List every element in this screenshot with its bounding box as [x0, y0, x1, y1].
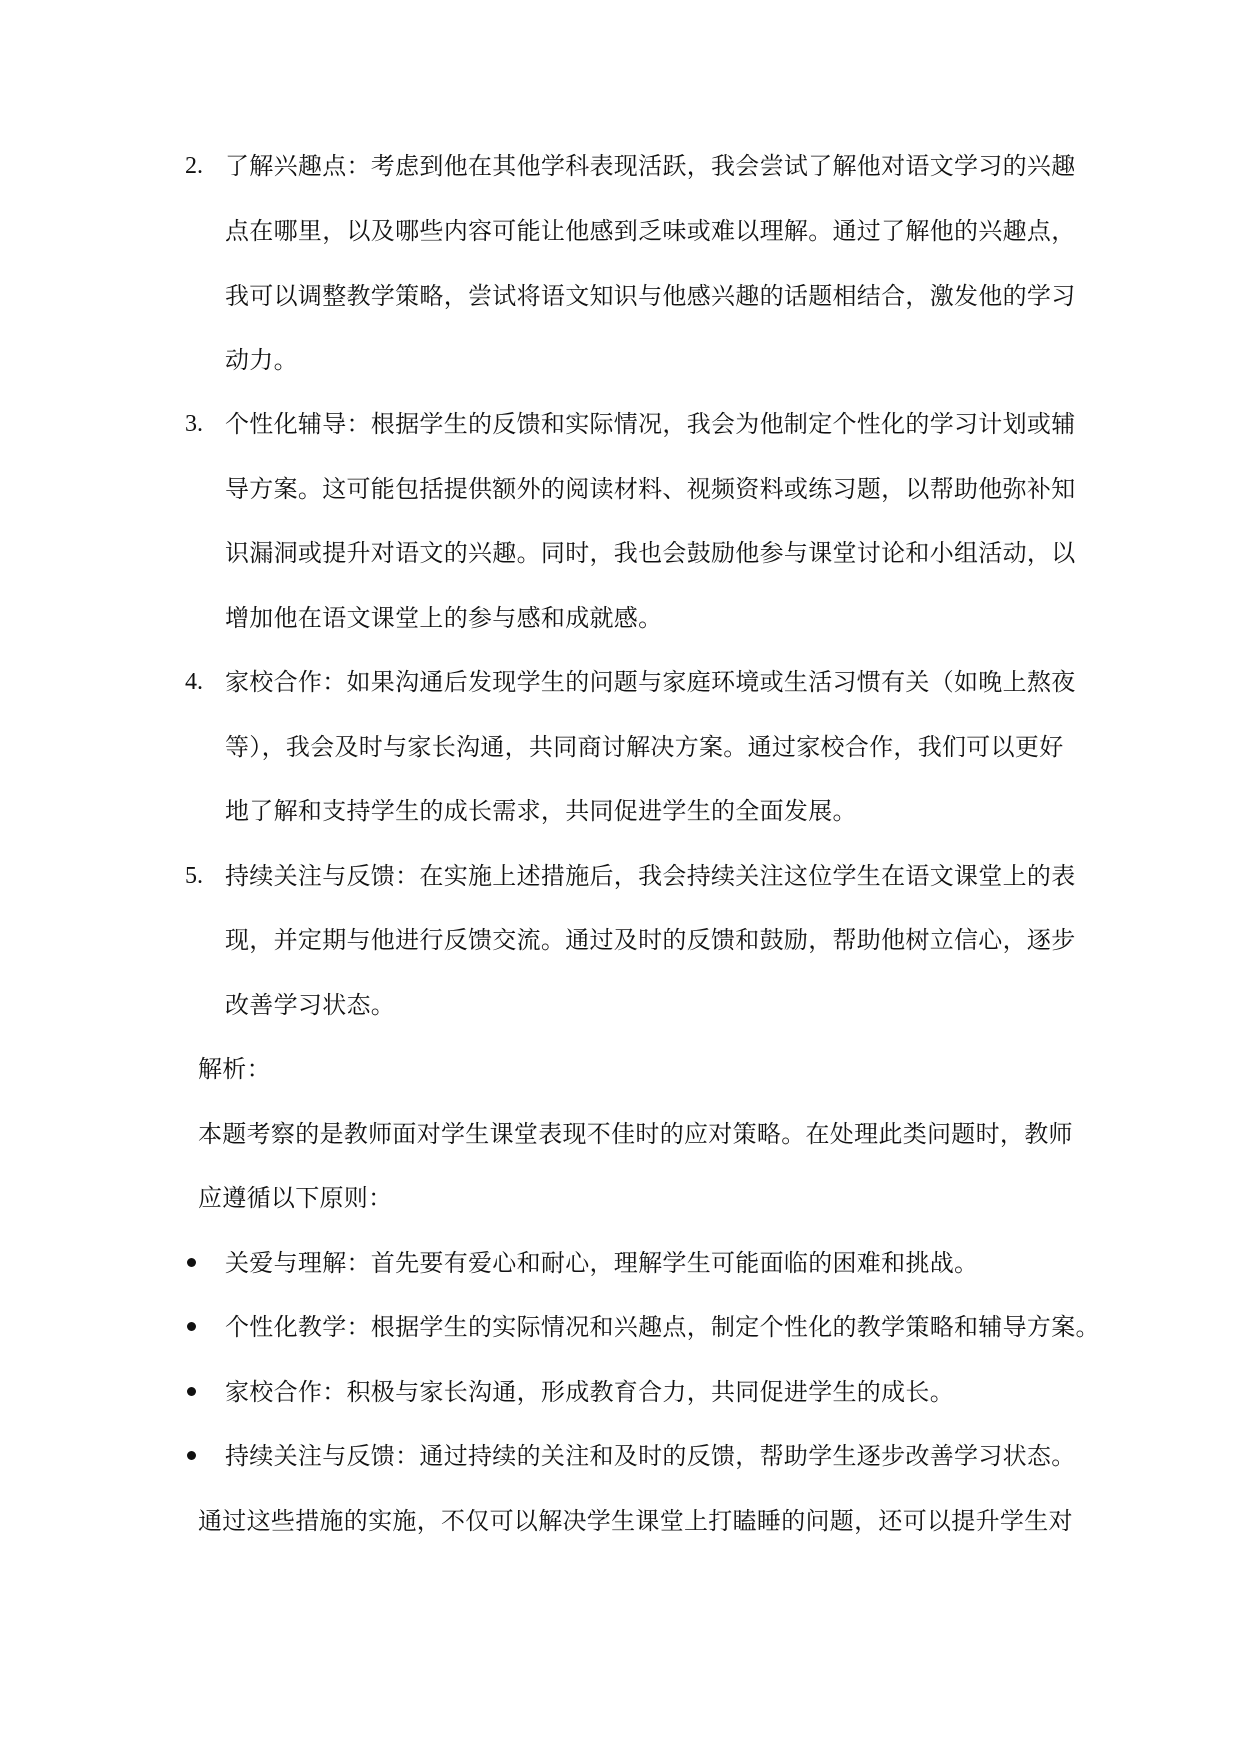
list-item-4-line-1: 家校合作：如果沟通后发现学生的问题与家庭环境或生活习惯有关（如晚上熬夜: [225, 668, 1076, 696]
list-item-2-line-3: 我可以调整教学策略，尝试将语文知识与他感兴趣的话题相结合，激发他的学习: [225, 282, 1076, 310]
analysis-intro-line-2: 应遵循以下原则：: [198, 1184, 393, 1212]
analysis-bullet-2: 个性化教学：根据学生的实际情况和兴趣点，制定个性化的教学策略和辅导方案。: [225, 1313, 1100, 1341]
list-item-3-line-3: 识漏洞或提升对语文的兴趣。同时，我也会鼓励他参与课堂讨论和小组活动，以: [225, 539, 1076, 567]
analysis-intro-line-1: 本题考察的是教师面对学生课堂表现不佳时的应对策略。在处理此类问题时，教师: [198, 1120, 1073, 1148]
list-item-3-line-1: 个性化辅导：根据学生的反馈和实际情况，我会为他制定个性化的学习计划或辅: [225, 410, 1076, 438]
analysis-bullet-4: 持续关注与反馈：通过持续的关注和及时的反馈，帮助学生逐步改善学习状态。: [225, 1442, 1076, 1470]
analysis-closing-line: 通过这些措施的实施，不仅可以解决学生课堂上打瞌睡的问题，还可以提升学生对: [198, 1507, 1073, 1535]
analysis-heading: 解析：: [198, 1055, 271, 1083]
bullet-icon: [187, 1258, 196, 1267]
list-item-4-line-3: 地了解和支持学生的成长需求，共同促进学生的全面发展。: [225, 797, 857, 825]
list-number: 5.: [185, 863, 203, 889]
list-item-5-line-2: 现，并定期与他进行反馈交流。通过及时的反馈和鼓励，帮助他树立信心，逐步: [225, 926, 1076, 954]
analysis-bullet-3: 家校合作：积极与家长沟通，形成教育合力，共同促进学生的成长。: [225, 1378, 954, 1406]
list-item-3-line-4: 增加他在语文课堂上的参与感和成就感。: [225, 604, 663, 632]
list-item-2-line-2: 点在哪里，以及哪些内容可能让他感到乏味或难以理解。通过了解他的兴趣点，: [225, 217, 1076, 245]
list-number: 2.: [185, 153, 203, 179]
list-item-2-line-1: 了解兴趣点：考虑到他在其他学科表现活跃，我会尝试了解他对语文学习的兴趣: [225, 152, 1076, 180]
list-number: 3.: [185, 411, 203, 437]
list-item-5-line-3: 改善学习状态。: [225, 991, 396, 1019]
list-number: 4.: [185, 669, 203, 695]
list-item-2-line-4: 动力。: [225, 346, 298, 374]
list-item-5-line-1: 持续关注与反馈：在实施上述措施后，我会持续关注这位学生在语文课堂上的表: [225, 862, 1076, 890]
analysis-bullet-1: 关爱与理解：首先要有爱心和耐心，理解学生可能面临的困难和挑战。: [225, 1249, 979, 1277]
list-item-3-line-2: 导方案。这可能包括提供额外的阅读材料、视频资料或练习题，以帮助他弥补知: [225, 475, 1076, 503]
bullet-icon: [187, 1451, 196, 1460]
list-item-4-line-2: 等），我会及时与家长沟通，共同商讨解决方案。通过家校合作，我们可以更好: [225, 733, 1064, 761]
bullet-icon: [187, 1387, 196, 1396]
bullet-icon: [187, 1322, 196, 1331]
